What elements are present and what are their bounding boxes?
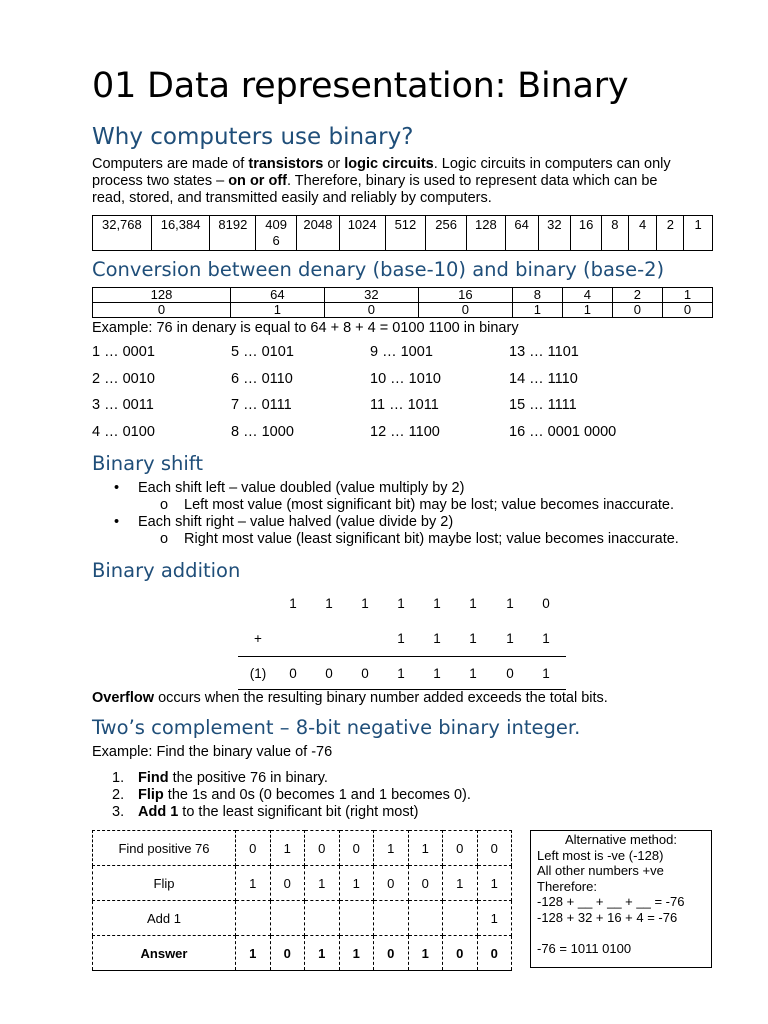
- powers-row: [93, 216, 713, 251]
- bit-cell: 1: [477, 901, 512, 936]
- power-cell: 32,768: [93, 216, 152, 251]
- bit-cell: [339, 901, 374, 936]
- power-cell: 16: [571, 216, 602, 251]
- addend-1-digit: 1: [289, 596, 297, 611]
- bit-cell: 1: [230, 303, 324, 318]
- power-cell: 8: [602, 216, 629, 251]
- addend-1-digit: 1: [469, 596, 477, 611]
- carry-out: (1): [249, 666, 267, 681]
- power-cell: 409 6: [256, 216, 297, 251]
- addend-1-digit: 1: [397, 596, 405, 611]
- sum-digit: 0: [289, 666, 297, 681]
- step-3: 3. Add 1 to the least significant bit (right most): [112, 804, 419, 820]
- bit-cell: [236, 901, 271, 936]
- bit-row: [93, 303, 713, 318]
- conversion-entry: 5 … 0101: [231, 344, 294, 360]
- bit-cell: 1: [236, 936, 271, 971]
- bit-cell: 1: [270, 831, 305, 866]
- alt-line: [537, 925, 711, 941]
- bit-cell: 1: [408, 936, 443, 971]
- bit-cell: 1: [305, 936, 340, 971]
- why-binary-paragraph: [92, 156, 671, 207]
- conversion-entry: 4 … 0100: [92, 423, 155, 440]
- alt-line: -128 + __ + __ + __ = -76: [537, 894, 685, 909]
- twos-complement-table: [92, 830, 512, 971]
- bit-cell: 0: [324, 303, 418, 318]
- conversion-example: Example: 76 in denary is equal to 64 + 8 + 4 = 0100 1100 in binary: [92, 320, 519, 336]
- bit-cell: 0: [443, 936, 478, 971]
- place-value-cell: 64: [230, 288, 324, 303]
- twos-steps: [92, 770, 471, 821]
- bit-cell: 0: [662, 303, 712, 318]
- bit-cell: 0: [270, 936, 305, 971]
- step-1: 1. Find the positive 76 in binary.: [112, 770, 328, 786]
- addend-1-digit: 0: [542, 596, 550, 611]
- bit-cell: 0: [305, 831, 340, 866]
- sum-digit: 0: [325, 666, 333, 681]
- bit-cell: 0: [374, 866, 409, 901]
- conversion-entry: 1 … 0001: [92, 344, 155, 360]
- addition-heading: Binary addition: [92, 559, 241, 582]
- why-line-1: Computers are made of transistors or logic circuits. Logic circuits in computers can only: [92, 156, 671, 172]
- power-cell: 16,384: [151, 216, 210, 251]
- addend-2-digit: 1: [506, 631, 514, 646]
- twos-complement-heading: Two’s complement – 8-bit negative binary integer.: [92, 716, 581, 739]
- row-label: Add 1: [93, 901, 236, 936]
- power-cell: 2048: [296, 216, 339, 251]
- conversion-entry: 11 … 1011: [370, 397, 439, 413]
- alt-line: All other numbers +ve: [537, 863, 664, 878]
- bit-cell: [270, 901, 305, 936]
- power-cell: 32: [538, 216, 571, 251]
- bit-cell: 0: [477, 936, 512, 971]
- conversion-entry: 3 … 0011: [92, 397, 154, 413]
- power-cell: 1: [684, 216, 713, 251]
- plus-sign: +: [254, 631, 262, 646]
- conversion-entry: 2 … 0010: [92, 370, 155, 387]
- twos-row: [93, 831, 512, 866]
- bit-cell: 0: [374, 936, 409, 971]
- row-label: Find positive 76: [93, 831, 236, 866]
- conversion-entry: 9 … 1001: [370, 344, 433, 360]
- bit-cell: 0: [418, 303, 512, 318]
- place-value-cell: 2: [612, 288, 662, 303]
- bit-cell: [374, 901, 409, 936]
- bit-cell: 1: [512, 303, 562, 318]
- bit-cell: 1: [477, 866, 512, 901]
- conversion-entry: 16 … 0001 0000: [509, 423, 617, 440]
- conversion-entry: 12 … 1100: [370, 423, 440, 440]
- twos-row: [93, 936, 512, 971]
- bit-cell: 0: [477, 831, 512, 866]
- place-value-cell: 1: [662, 288, 712, 303]
- conversion-heading: Conversion between denary (base-10) and binary (base-2): [92, 258, 665, 281]
- addend-1-digit: 1: [361, 596, 369, 611]
- why-line-2: process two states – on or off. Therefore, binary is used to represent data which can be: [92, 173, 658, 189]
- addend-2-digit: 1: [433, 631, 441, 646]
- place-value-cell: 16: [418, 288, 512, 303]
- overflow-note: Overflow occurs when the resulting binary number added exceeds the total bits.: [92, 690, 608, 706]
- conversion-entry: 15 … 1111: [509, 397, 577, 413]
- why-line-3: read, stored, and transmitted easily and reliably by computers.: [92, 190, 492, 206]
- addend-1-digit: 1: [506, 596, 514, 611]
- addend-2-digit: 1: [542, 631, 550, 646]
- bit-cell: 1: [305, 866, 340, 901]
- shift-list: [92, 480, 679, 548]
- shift-left-item: • Each shift left – value doubled (value multiply by 2): [114, 480, 465, 496]
- power-cell: 64: [505, 216, 538, 251]
- bit-cell: 1: [374, 831, 409, 866]
- addend-2-digit: 1: [397, 631, 405, 646]
- power-cell: 4: [628, 216, 657, 251]
- shift-left-sub-item: o Left most value (most significant bit) may be lost; value becomes inaccurate.: [160, 497, 674, 513]
- alt-title: Alternative method:: [564, 832, 677, 847]
- conversion-entry: 8 … 1000: [231, 423, 294, 440]
- conversion-table: [92, 287, 713, 318]
- conversion-entry: 10 … 1010: [370, 370, 441, 387]
- bit-cell: 0: [612, 303, 662, 318]
- shift-right-item: • Each shift right – value halved (value divide by 2): [114, 514, 454, 530]
- sum-digit: 1: [469, 666, 477, 681]
- bit-cell: 0: [236, 831, 271, 866]
- bit-cell: 1: [339, 936, 374, 971]
- alt-line: Therefore:: [537, 878, 597, 894]
- binary-addition-sum: [238, 590, 568, 690]
- alternative-method-box: [530, 830, 712, 968]
- bit-cell: 1: [562, 303, 612, 318]
- place-value-cell: 32: [324, 288, 418, 303]
- alt-line: -128 + 32 + 16 + 4 = -76: [537, 909, 678, 925]
- row-label: Flip: [93, 866, 236, 901]
- twos-row: [93, 901, 512, 936]
- bit-cell: 0: [443, 831, 478, 866]
- bit-cell: 0: [408, 866, 443, 901]
- power-cell: 2: [657, 216, 684, 251]
- bit-cell: [305, 901, 340, 936]
- page-title: 01 Data representation: Binary: [92, 66, 629, 106]
- sum-digit: 1: [433, 666, 441, 681]
- bit-cell: [443, 901, 478, 936]
- twos-row: [93, 866, 512, 901]
- bit-cell: [408, 901, 443, 936]
- conversion-entry: 7 … 0111: [231, 397, 292, 413]
- alt-line: Left most is -ve (-128): [537, 847, 664, 863]
- powers-of-two-table: [92, 215, 713, 251]
- step-2: 2. Flip the 1s and 0s (0 becomes 1 and 1 becomes 0).: [112, 787, 471, 803]
- sum-digit: 1: [397, 666, 405, 681]
- conversion-entry: 14 … 1110: [509, 370, 578, 387]
- power-cell: 128: [467, 216, 506, 251]
- place-value-cell: 128: [93, 288, 231, 303]
- twos-example: Example: Find the binary value of -76: [92, 744, 333, 760]
- power-cell: 8192: [210, 216, 256, 251]
- why-binary-heading: Why computers use binary?: [92, 124, 414, 150]
- sum-digit: 0: [361, 666, 369, 681]
- place-value-cell: 4: [562, 288, 612, 303]
- place-value-row: [93, 288, 713, 303]
- conversion-entry: 13 … 1101: [509, 344, 579, 360]
- power-cell: 256: [426, 216, 467, 251]
- power-cell: 512: [385, 216, 426, 251]
- bit-cell: 1: [408, 831, 443, 866]
- row-label: Answer: [93, 936, 236, 971]
- place-value-cell: 8: [512, 288, 562, 303]
- bit-cell: 0: [339, 831, 374, 866]
- addend-2-digit: 1: [469, 631, 477, 646]
- alt-line: -76 = 1011 0100: [537, 940, 632, 956]
- bit-cell: 0: [270, 866, 305, 901]
- sum-digit: 1: [542, 666, 550, 681]
- bit-cell: 0: [93, 303, 231, 318]
- bit-cell: 1: [236, 866, 271, 901]
- power-cell: 1024: [339, 216, 385, 251]
- sum-line-top: [238, 656, 566, 657]
- shift-heading: Binary shift: [92, 452, 203, 475]
- bit-cell: 1: [443, 866, 478, 901]
- conversion-entry: 6 … 0110: [231, 370, 293, 387]
- shift-right-sub-item: o Right most value (least significant bit) maybe lost; value becomes inaccurate.: [160, 531, 679, 547]
- bit-cell: 1: [339, 866, 374, 901]
- sum-digit: 0: [506, 666, 514, 681]
- addend-1-digit: 1: [325, 596, 333, 611]
- addend-1-digit: 1: [433, 596, 441, 611]
